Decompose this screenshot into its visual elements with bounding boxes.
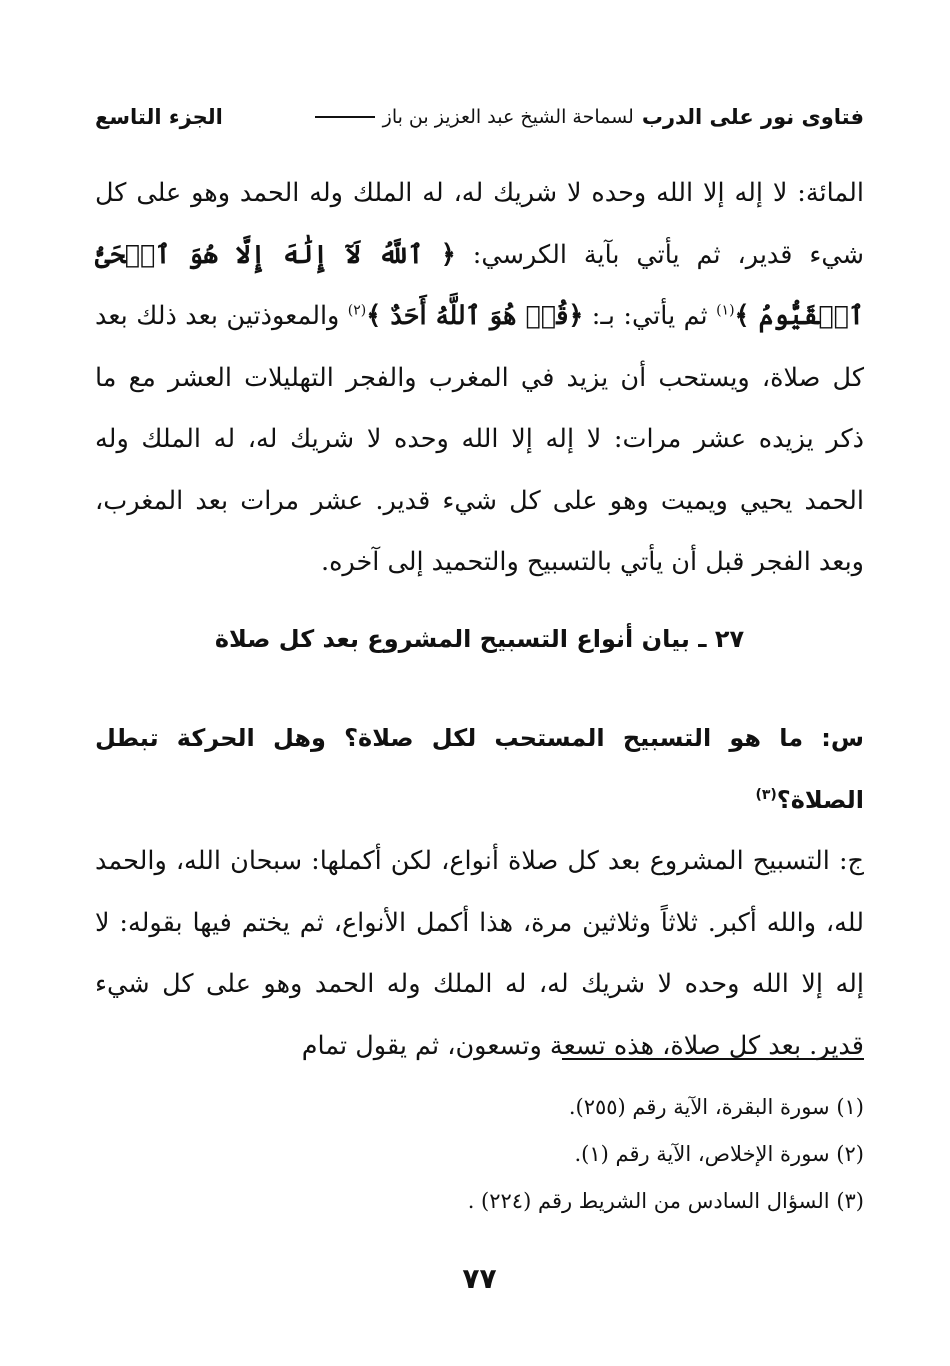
- volume-label: الجزء التاسع: [95, 105, 223, 129]
- paragraph-mid: ثم يأتي: بـ:: [583, 301, 717, 331]
- footnote-ref-3: (٣): [755, 786, 777, 803]
- continued-paragraph: [95, 163, 864, 594]
- header-subtitle: لسماحة الشيخ عبد العزيز بن باز: [382, 106, 634, 128]
- quran-verse-kursi: ﴿ ٱللَّهُ لَآ إِلَٰهَ إِلَّا هُوَ ٱلۡحَىُّ ٱلۡقَيُّومُ ﴾: [95, 239, 864, 331]
- body-paragraph: [95, 163, 864, 594]
- running-header: [95, 100, 864, 134]
- footnote-2: (٢) سورة الإخلاص، الآية رقم (١).: [574, 1142, 864, 1166]
- footnotes: [95, 1084, 864, 1225]
- quran-verse-ikhlas: ﴿قُلۡ هُوَ ٱللَّهُ أَحَدٌ ﴾: [366, 301, 584, 331]
- footnote-3: (٣) السؤال السادس من الشريط رقم (٢٢٤) .: [467, 1189, 864, 1213]
- footnote-separator: [562, 1058, 864, 1060]
- footnote-ref-1: (١): [716, 302, 735, 319]
- section-heading: ٢٧ ـ بيان أنواع التسبيح المشروع بعد كل صلاة: [214, 625, 745, 653]
- footnote-ref-2: (٢): [347, 302, 367, 319]
- header-title-group: [315, 105, 864, 129]
- paragraph-start: المائة: لا إله إلا الله وحده لا شريك له، له الملك وله الحمد وهو على كل شيء قدير، ثم يأتي بآية الكرسي:: [95, 178, 865, 270]
- paragraph-rest: والمعوذتين بعد ذلك بعد كل صلاة، ويستحب أن يزيد في المغرب والفجر التهليلات العشر مع ما ذكر يزيده عشر مرات: لا إله إلا الله وحده لا شريك له، له الملك وله الحمد يحيي ويميت وهو على كل شيء قدير. عشر مرات بعد المغرب، وبعد الفجر قبل أن يأتي بالتسبيح والتحميد إلى آخره.: [95, 301, 864, 577]
- book-title: فتاوى نور على الدرب: [641, 105, 864, 129]
- page-number: ٧٧: [462, 1262, 497, 1295]
- header-dash: [315, 116, 375, 118]
- book-page: [95, 0, 864, 1366]
- footnote-1: (١) سورة البقرة، الآية رقم (٢٥٥).: [568, 1095, 864, 1119]
- answer: ج: التسبيح المشروع بعد كل صلاة أنواع، لكن أكملها: سبحان الله، والحمد لله، والله أكبر. ثلاثاً وثلاثين مرة، هذا أكمل الأنواع، ثم يختم فيها بقوله: لا إله إلا الله وحده لا شريك له، له الملك وله الحمد وهو على كل شيء قدير. بعد كل صلاة، هذه تسعة وتسعون، ثم يقول تمام: [95, 846, 864, 1061]
- question: [95, 708, 864, 831]
- question-answer: [95, 708, 864, 1077]
- question-text: س: ما هو التسبيح المستحب لكل صلاة؟ وهل الحركة تبطل الصلاة؟: [95, 724, 864, 814]
